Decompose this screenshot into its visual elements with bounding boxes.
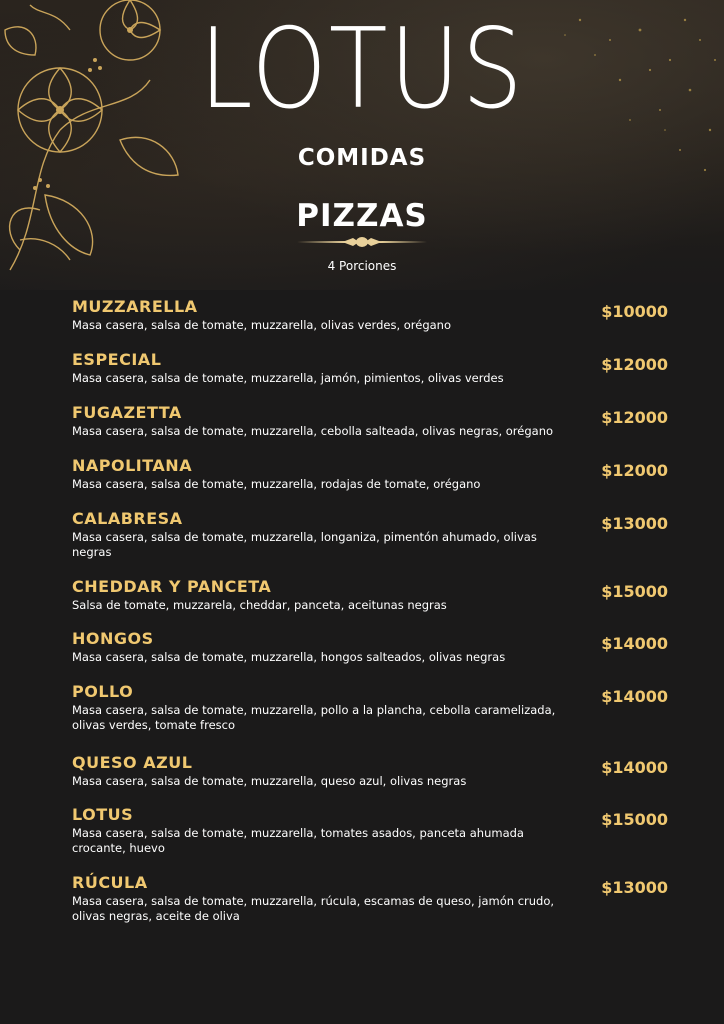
item-description: Masa casera, salsa de tomate, muzzarella, queso azul, olivas negras bbox=[72, 774, 467, 788]
item-price: $12000 bbox=[601, 408, 668, 427]
item-description: Masa casera, salsa de tomate, muzzarella, tomates asados, panceta ahumada crocante, huevo bbox=[72, 826, 524, 855]
item-price: $10000 bbox=[601, 302, 668, 321]
item-description: Masa casera, salsa de tomate, muzzarella, hongos salteados, olivas negras bbox=[72, 650, 506, 664]
item-price: $13000 bbox=[601, 514, 668, 533]
item-name: QUESO AZUL bbox=[72, 753, 193, 772]
item-name: FUGAZETTA bbox=[72, 403, 182, 422]
item-name: HONGOS bbox=[72, 629, 154, 648]
brand-logo: LOTUS bbox=[199, 4, 525, 134]
item-description: Masa casera, salsa de tomate, muzzarella, olivas verdes, orégano bbox=[72, 318, 452, 332]
item-description: Masa casera, salsa de tomate, muzzarella, pollo a la plancha, cebolla caramelizada, olivas verdes, tomate fresco bbox=[72, 703, 556, 732]
ornamental-divider-icon bbox=[297, 235, 427, 249]
menu-item bbox=[72, 872, 672, 932]
item-description: Salsa de tomate, muzzarela, cheddar, panceta, aceitunas negras bbox=[72, 598, 447, 612]
menu-item bbox=[72, 576, 672, 628]
item-name: CALABRESA bbox=[72, 509, 183, 528]
item-description: Masa casera, salsa de tomate, muzzarella, rúcula, escamas de queso, jamón crudo, olivas negras, aceite de oliva bbox=[72, 894, 555, 923]
item-name: NAPOLITANA bbox=[72, 456, 193, 475]
menu-item bbox=[72, 752, 672, 804]
item-price: $13000 bbox=[601, 878, 668, 897]
item-price: $14000 bbox=[601, 687, 668, 706]
item-name: CHEDDAR Y PANCETA bbox=[72, 577, 272, 596]
item-description: Masa casera, salsa de tomate, muzzarella, longaniza, pimentón ahumado, olivas negras bbox=[72, 530, 537, 559]
item-price: $15000 bbox=[601, 582, 668, 601]
item-name: ESPECIAL bbox=[72, 350, 162, 369]
menu-item bbox=[72, 681, 672, 752]
menu-item bbox=[72, 804, 672, 872]
menu-item bbox=[72, 349, 672, 402]
menu-item bbox=[72, 455, 672, 508]
item-price: $12000 bbox=[601, 461, 668, 480]
menu-item bbox=[72, 402, 672, 455]
item-name: POLLO bbox=[72, 682, 134, 701]
menu-item bbox=[72, 508, 672, 576]
portions-note: 4 Porciones bbox=[327, 259, 397, 273]
menu-item bbox=[72, 296, 672, 349]
item-name: MUZZARELLA bbox=[72, 297, 198, 316]
item-description: Masa casera, salsa de tomate, muzzarella, jamón, pimientos, olivas verdes bbox=[72, 371, 504, 385]
menu-header bbox=[0, 0, 724, 290]
item-price: $14000 bbox=[601, 634, 668, 653]
brand-subtitle: COMIDAS bbox=[297, 145, 427, 171]
item-description: Masa casera, salsa de tomate, muzzarella, rodajas de tomate, orégano bbox=[72, 477, 481, 491]
item-name: RÚCULA bbox=[72, 873, 148, 892]
item-price: $15000 bbox=[601, 810, 668, 829]
item-price: $14000 bbox=[601, 758, 668, 777]
section-title: PIZZAS bbox=[296, 198, 428, 234]
menu-list bbox=[72, 296, 672, 932]
item-name: LOTUS bbox=[72, 805, 134, 824]
item-description: Masa casera, salsa de tomate, muzzarella, cebolla salteada, olivas negras, orégano bbox=[72, 424, 554, 438]
item-price: $12000 bbox=[601, 355, 668, 374]
menu-item bbox=[72, 628, 672, 681]
